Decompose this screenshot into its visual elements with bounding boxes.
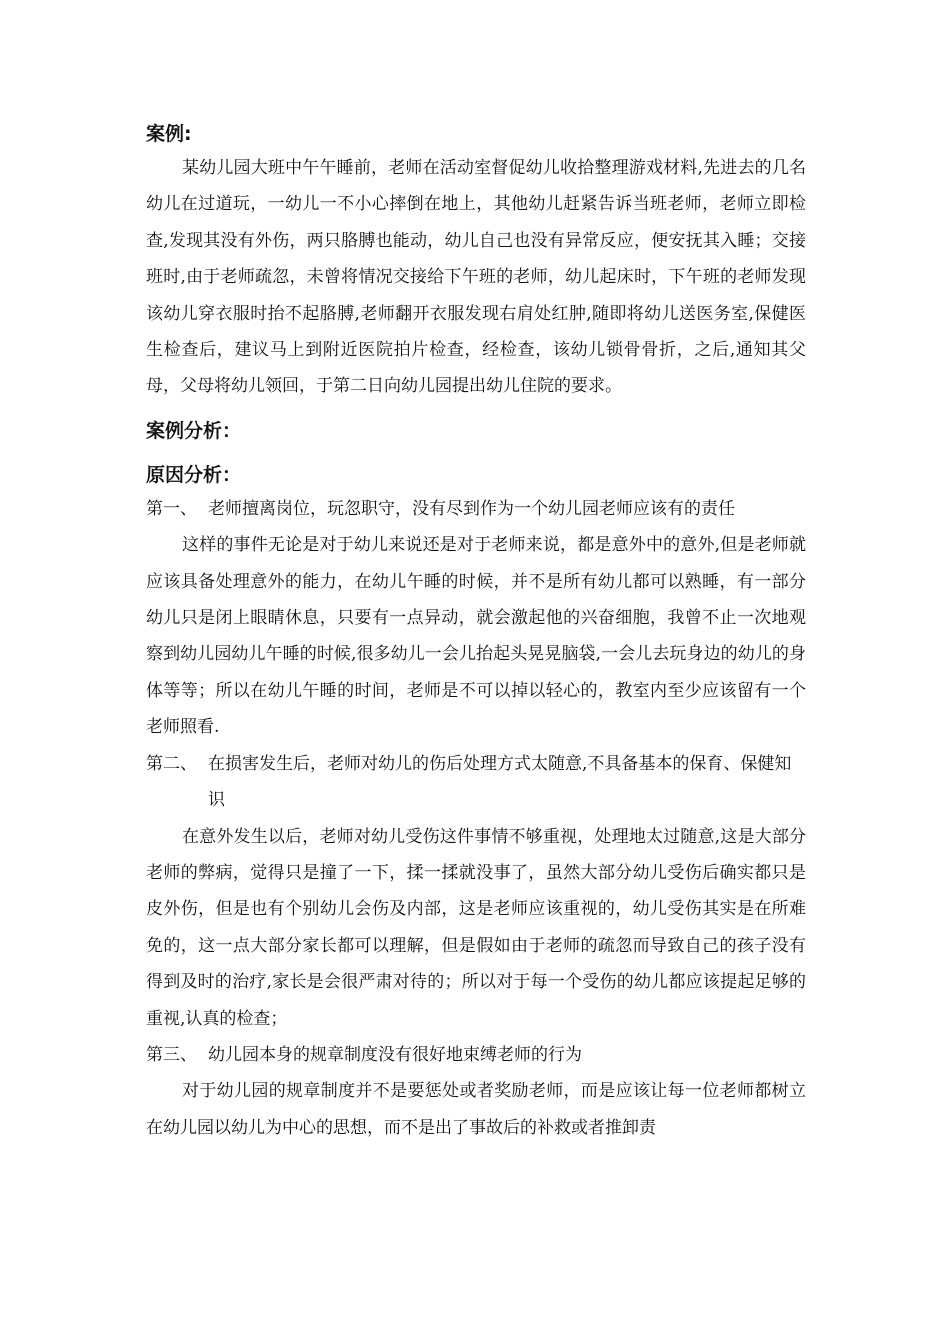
analysis-heading: 案例分析： (146, 419, 242, 442)
point-1-number: 第一、 (146, 498, 197, 519)
point-1-body: 这样的事件无论是对于幼儿来说还是对于老师来说，都是意外中的意外,但是老师就应该具备处理意外的能力，在幼儿午睡的时候，并不是所有幼儿都可以熟睡，有一部分幼儿只是闭上眼睛休息，只要有一点异动，就会激起他的兴奋细胞，我曾不止一次地观察到幼儿园幼儿午睡的时候,很多幼儿一会儿抬起头晃晃脑袋,一会儿去玩身边的幼儿的身体等等；所以在幼儿午睡的时间，老师是不可以掉以轻心的，教室内至少应该留有一个老师照看. (146, 535, 806, 738)
cause-heading: 原因分析： (146, 463, 242, 486)
case-paragraph: 某幼儿园大班中午午睡前，老师在活动室督促幼儿收拾整理游戏材料,先进去的几名幼儿在过道玩，一幼儿一不小心摔倒在地上，其他幼儿赶紧告诉当班老师，老师立即检查,发现其没有外伤，两只胳膊也能动，幼儿自己也没有异常反应，便安抚其入睡；交接班时,由于老师疏忽，未曾将情况交接给下午班的老师，幼儿起床时，下午班的老师发现该幼儿穿衣服时抬不起胳膊,老师翻开衣服发现右肩处红肿,随即将幼儿送医务室,保健医生检查后，建议马上到附近医院拍片检查，经检查，该幼儿锁骨骨折，之后,通知其父母，父母将幼儿领回，于第二日向幼儿园提出幼儿住院的要求。 (146, 158, 806, 397)
point-1-title-row (146, 491, 806, 527)
point-3-number: 第三、 (146, 1044, 197, 1065)
point-1-title: 老师擅离岗位，玩忽职守，没有尽到作为一个幼儿园老师应该有的责任 (208, 498, 735, 519)
point-2-title: 在损害发生后，老师对幼儿的伤后处理方式太随意,不具备基本的保育、保健知识 (208, 753, 792, 811)
point-2-number: 第二、 (146, 753, 197, 774)
point-2-title-row (146, 746, 806, 819)
point-3-body: 对于幼儿园的规章制度并不是要惩处或者奖励老师，而是应该让每一位老师都树立在幼儿园以幼儿为中心的思想，而不是出了事故后的补救或者推卸责 (146, 1081, 806, 1138)
document-page (146, 120, 806, 1146)
point-3-title: 幼儿园本身的规章制度没有很好地束缚老师的行为 (208, 1044, 582, 1065)
point-3-title-row (146, 1037, 806, 1073)
case-heading: 案例: (146, 123, 192, 145)
point-2-body: 在意外发生以后，老师对幼儿受伤这件事情不够重视，处理地太过随意,这是大部分老师的弊病，觉得只是撞了一下，揉一揉就没事了，虽然大部分幼儿受伤后确实都只是皮外伤，但是也有个别幼儿会伤及内部，这是老师应该重视的，幼儿受伤其实是在所难免的，这一点大部分家长都可以理解，但是假如由于老师的疏忽而导致自己的孩子没有得到及时的治疗,家长是会很严肃对待的；所以对于每一个受伤的幼儿都应该提起足够的重视,认真的检查； (146, 826, 806, 1029)
